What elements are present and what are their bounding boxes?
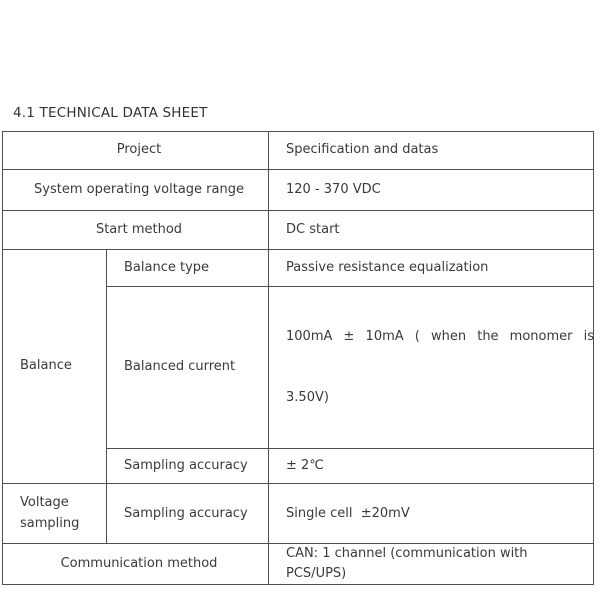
cell-communication-value: CAN: 1 channel (communication with PCS/UPS) <box>269 544 594 585</box>
cell-voltage-sampling-accuracy-label: Sampling accuracy <box>107 484 269 544</box>
table-row-voltage-sampling <box>3 484 594 544</box>
cell-balanced-current-value <box>269 287 594 449</box>
cell-balance-sampling-accuracy-label: Sampling accuracy <box>107 449 269 484</box>
cell-balance-sampling-accuracy-value: ± 2℃ <box>269 449 594 484</box>
cell-balance-group-label: Balance <box>3 250 107 484</box>
cell-specification-header: Specification and datas <box>269 132 594 170</box>
section-title: 4.1 TECHNICAL DATA SHEET <box>13 105 208 121</box>
cell-balance-type-label: Balance type <box>107 250 269 287</box>
cell-balanced-current-label: Balanced current <box>107 287 269 449</box>
table-row-balance-type <box>3 250 594 287</box>
table-row-start-method <box>3 211 594 250</box>
cell-project-header: Project <box>3 132 269 170</box>
cell-start-method-label: Start method <box>3 211 269 250</box>
table-row-communication <box>3 544 594 585</box>
cell-system-voltage-value: 120 - 370 VDC <box>269 170 594 211</box>
cell-voltage-sampling-group-label: Voltage sampling <box>3 484 107 544</box>
balanced-current-value-line2: 3.50V) <box>286 389 329 405</box>
cell-system-voltage-label: System operating voltage range <box>3 170 269 211</box>
table-row-header <box>3 132 594 170</box>
technical-data-table <box>2 131 594 585</box>
balanced-current-value-line1: 100mA ± 10mA ( when the monomer is <box>286 329 595 345</box>
cell-balance-type-value: Passive resistance equalization <box>269 250 594 287</box>
cell-start-method-value: DC start <box>269 211 594 250</box>
table-row-system-voltage <box>3 170 594 211</box>
cell-communication-label: Communication method <box>3 544 269 585</box>
cell-voltage-sampling-value: Single cell ±20mV <box>269 484 594 544</box>
